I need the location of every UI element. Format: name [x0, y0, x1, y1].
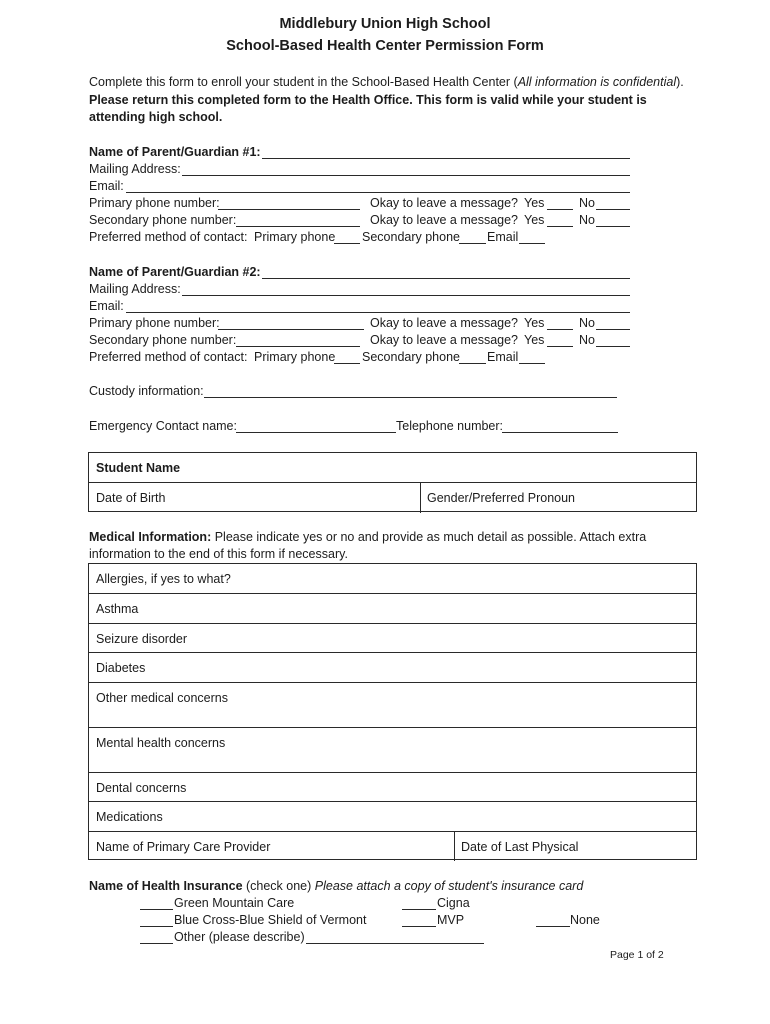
guardian2-no-2: No — [579, 333, 595, 347]
insurance-opt-none: None — [570, 913, 600, 927]
guardian2-mailing-label: Mailing Address: — [89, 282, 181, 296]
guardian2-opt-secondary: Secondary phone — [362, 350, 460, 364]
custody-field[interactable] — [204, 397, 617, 398]
guardian1-email-field[interactable] — [126, 192, 630, 193]
guardian2-opt-primary-blank[interactable] — [334, 363, 360, 364]
guardian1-preferred-label: Preferred method of contact: — [89, 230, 248, 244]
guardian2-primary-phone-label: Primary phone number: — [89, 316, 220, 330]
guardian2-preferred-label: Preferred method of contact: — [89, 350, 248, 364]
guardian1-opt-primary-blank[interactable] — [334, 243, 360, 244]
guardian1-opt-primary: Primary phone — [254, 230, 336, 244]
insurance-opt-cigna: Cigna — [437, 896, 470, 910]
medical-row-mental-health[interactable] — [89, 728, 696, 773]
insurance-opt-mvp: MVP — [437, 913, 465, 927]
guardian1-secondary-phone-field[interactable] — [236, 226, 360, 227]
medical-instructions-2: information to the end of this form if necessary. — [89, 547, 348, 561]
guardian2-opt-primary: Primary phone — [254, 350, 336, 364]
insurance-opt1-blank[interactable] — [140, 909, 173, 910]
guardian1-yes-1: Yes — [524, 196, 545, 210]
guardian1-yes-2: Yes — [524, 213, 545, 227]
last-physical-label: Date of Last Physical — [461, 840, 579, 854]
guardian2-opt-email: Email — [487, 350, 519, 364]
medical-table — [88, 563, 697, 860]
guardian2-no-2-blank[interactable] — [596, 346, 630, 347]
guardian1-opt-secondary-blank[interactable] — [459, 243, 486, 244]
diabetes-label: Diabetes — [96, 661, 146, 675]
guardian2-heading: Name of Parent/Guardian #2: — [89, 265, 261, 279]
guardian1-yes-2-blank[interactable] — [547, 226, 573, 227]
mental-health-label: Mental health concerns — [96, 736, 226, 750]
school-name: Middlebury Union High School — [279, 16, 491, 32]
dob-label: Date of Birth — [96, 491, 166, 505]
guardian2-secondary-phone-label: Secondary phone number: — [89, 333, 237, 347]
medical-row-pcp — [89, 832, 696, 861]
guardian2-yes-1-blank[interactable] — [547, 329, 573, 330]
guardian2-yes-2-blank[interactable] — [547, 346, 573, 347]
guardian2-primary-phone-field[interactable] — [218, 329, 364, 330]
insurance-opt-other: Other (please describe) — [174, 930, 305, 944]
guardian1-opt-email: Email — [487, 230, 519, 244]
guardian1-no-2-blank[interactable] — [596, 226, 630, 227]
allergies-label: Allergies, if yes to what? — [96, 572, 231, 586]
guardian1-heading: Name of Parent/Guardian #1: — [89, 145, 261, 159]
medications-label: Medications — [96, 810, 163, 824]
insurance-opt5-blank[interactable] — [402, 926, 436, 927]
other-concerns-label: Other medical concerns — [96, 691, 229, 705]
medical-row-allergies[interactable] — [89, 564, 696, 594]
insurance-opt-bcbs: Blue Cross-Blue Shield of Vermont — [174, 913, 367, 927]
guardian2-no-1-blank[interactable] — [596, 329, 630, 330]
guardian1-opt-email-blank[interactable] — [519, 243, 545, 244]
insurance-opt2-blank[interactable] — [140, 926, 173, 927]
emergency-phone-label: Telephone number: — [396, 419, 504, 433]
emergency-phone-field[interactable] — [502, 432, 618, 433]
guardian2-okay-msg-1: Okay to leave a message? — [370, 316, 518, 330]
insurance-opt4-blank[interactable] — [402, 909, 436, 910]
guardian2-email-field[interactable] — [126, 312, 630, 313]
guardian1-no-1: No — [579, 196, 595, 210]
guardian2-name-field[interactable] — [262, 278, 630, 279]
intro-line-3: attending high school. — [89, 110, 223, 124]
guardian2-opt-email-blank[interactable] — [519, 363, 545, 364]
guardian1-primary-phone-label: Primary phone number: — [89, 196, 220, 210]
medical-row-medications[interactable] — [89, 802, 696, 832]
asthma-label: Asthma — [96, 602, 139, 616]
student-name-row[interactable] — [89, 453, 696, 483]
page-number: Page 1 of 2 — [610, 949, 664, 961]
medical-row-diabetes[interactable] — [89, 653, 696, 683]
insurance-opt3-blank[interactable] — [140, 943, 173, 944]
guardian1-no-1-blank[interactable] — [596, 209, 630, 210]
insurance-opt6-blank[interactable] — [536, 926, 570, 927]
guardian2-yes-2: Yes — [524, 333, 545, 347]
student-table — [88, 452, 697, 512]
guardian2-secondary-phone-field[interactable] — [236, 346, 360, 347]
guardian1-yes-1-blank[interactable] — [547, 209, 573, 210]
guardian1-mailing-label: Mailing Address: — [89, 162, 181, 176]
guardian2-okay-msg-2: Okay to leave a message? — [370, 333, 518, 347]
intro-line-1: Complete this form to enroll your student in the School-Based Health Center (All information is confidential). — [89, 75, 684, 89]
guardian1-email-label: Email: — [89, 179, 124, 193]
intro-line-2: Please return this completed form to the Health Office. This form is valid while your student is — [89, 93, 647, 107]
guardian1-mailing-field[interactable] — [182, 175, 630, 176]
insurance-heading: Name of Health Insurance (check one) Please attach a copy of student's insurance card — [89, 879, 584, 893]
guardian2-email-label: Email: — [89, 299, 124, 313]
insurance-opt-green-mountain: Green Mountain Care — [174, 896, 295, 910]
medical-row-dental[interactable] — [89, 773, 696, 802]
medical-row-asthma[interactable] — [89, 594, 696, 624]
emergency-name-label: Emergency Contact name: — [89, 419, 237, 433]
insurance-other-describe-field[interactable] — [306, 943, 484, 944]
medical-instructions: Medical Information: Please indicate yes or no and provide as much detail as possible. Attach extra — [89, 530, 647, 544]
guardian1-name-field[interactable] — [262, 158, 630, 159]
medical-row-other[interactable] — [89, 683, 696, 728]
emergency-name-field[interactable] — [236, 432, 396, 433]
guardian1-okay-msg-2: Okay to leave a message? — [370, 213, 518, 227]
student-name-label: Student Name — [96, 461, 181, 475]
guardian2-yes-1: Yes — [524, 316, 545, 330]
custody-label: Custody information: — [89, 384, 204, 398]
student-dob-row — [89, 483, 696, 513]
dental-label: Dental concerns — [96, 781, 187, 795]
medical-row-seizure[interactable] — [89, 624, 696, 653]
guardian1-primary-phone-field[interactable] — [218, 209, 360, 210]
guardian2-no-1: No — [579, 316, 595, 330]
guardian2-mailing-field[interactable] — [182, 295, 630, 296]
pcp-label: Name of Primary Care Provider — [96, 840, 271, 854]
guardian1-no-2: No — [579, 213, 595, 227]
divider — [454, 832, 455, 861]
seizure-label: Seizure disorder — [96, 632, 188, 646]
guardian1-secondary-phone-label: Secondary phone number: — [89, 213, 237, 227]
guardian1-opt-secondary: Secondary phone — [362, 230, 460, 244]
guardian1-okay-msg-1: Okay to leave a message? — [370, 196, 518, 210]
form-title: School-Based Health Center Permission Form — [226, 38, 544, 54]
gender-label: Gender/Preferred Pronoun — [427, 491, 576, 505]
divider — [420, 483, 421, 513]
guardian2-opt-secondary-blank[interactable] — [459, 363, 486, 364]
